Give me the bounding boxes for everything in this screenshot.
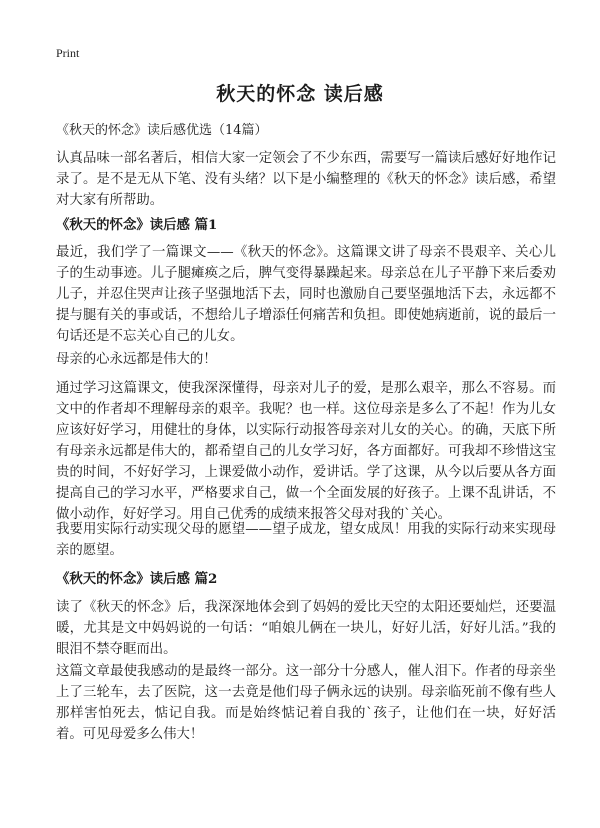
section-2-paragraph-2: 这篇文章最使我感动的是最终一部分。这一部分十分感人，催人泪下。作者的母亲坐上了三轮车，去了医院，这一去竟是他们母子俩永远的诀别。母亲临死前不像有些人那样害怕死去，惦记自我。而是始终惦记着自我的`孩子，让他们在一块，好好活着。可见母爱多么伟大！ [56, 664, 556, 742]
section-2-paragraph-1: 读了《秋天的怀念》后，我深深地体会到了妈妈的爱比天空的太阳还要灿烂，还要温暖，尤其是文中妈妈说的一句话：“咱娘儿俩在一块儿，好好儿活，好好儿活。”我的眼泪不禁夺眶而出。 [56, 600, 556, 657]
document-subtitle: 《秋天的怀念》读后感优选（14篇） [56, 123, 268, 138]
intro-paragraph: 认真品味一部名著后，相信大家一定领会了不少东西，需要写一篇读后感好好地作记录了。是不是无从下笔、没有头绪？以下是小编整理的《秋天的怀念》读后感，希望对大家有所帮助。 [56, 151, 556, 208]
section-1-paragraph-1: 最近，我们学了一篇课文——《秋天的怀念》。这篇课文讲了母亲不畏艰辛、关心儿子的生动事迹。儿子腿瘫痪之后，脾气变得暴躁起来。母亲总在儿子平静下来后委劝儿子，并忍住哭声让孩子坚强地活下去，同时也激励自己要坚强地活下去，永远都不提与腿有关的事或话，不想给儿子增添任何痛苦和负担。即使她病逝前，说的最后一句话还是不忘关心自己的儿女。 [56, 245, 556, 344]
print-link[interactable]: Print [56, 46, 80, 60]
section-2-heading: 《秋天的怀念》读后感 篇2 [56, 571, 218, 587]
section-1-paragraph-2: 母亲的心永远都是伟大的！ [56, 352, 217, 367]
page-title: 秋天的怀念 读后感 [216, 83, 384, 105]
section-1-paragraph-3: 通过学习这篇课文，使我深深懂得，母亲对儿子的爱，是那么艰辛，那么不容易。而文中的作者却不理解母亲的艰辛。我呢？也一样。这位母亲是多么了不起！作为儿女应该好好学习，用健壮的身体，以实际行动报答母亲对儿女的关心。的确，天底下所有母亲永远都是伟大的，都希望自己的儿女学习好，各方面都好。可我却不珍惜这宝贵的时间，不好好学习，上课爱做小动作，爱讲话。学了这课，从今以后要从各方面提高自己的学习水平，严格要求自己，做一个全面发展的好孩子。上课不乱讲话，不做小动作，好好学习。用自己优秀的成绩来报答父母对我的`关心。 [56, 381, 556, 522]
section-1-heading: 《秋天的怀念》读后感 篇1 [56, 217, 218, 233]
section-1-paragraph-4: 我要用实际行动实现父母的愿望——望子成龙，望女成凤！用我的实际行动来实现母亲的愿望。 [56, 522, 556, 558]
